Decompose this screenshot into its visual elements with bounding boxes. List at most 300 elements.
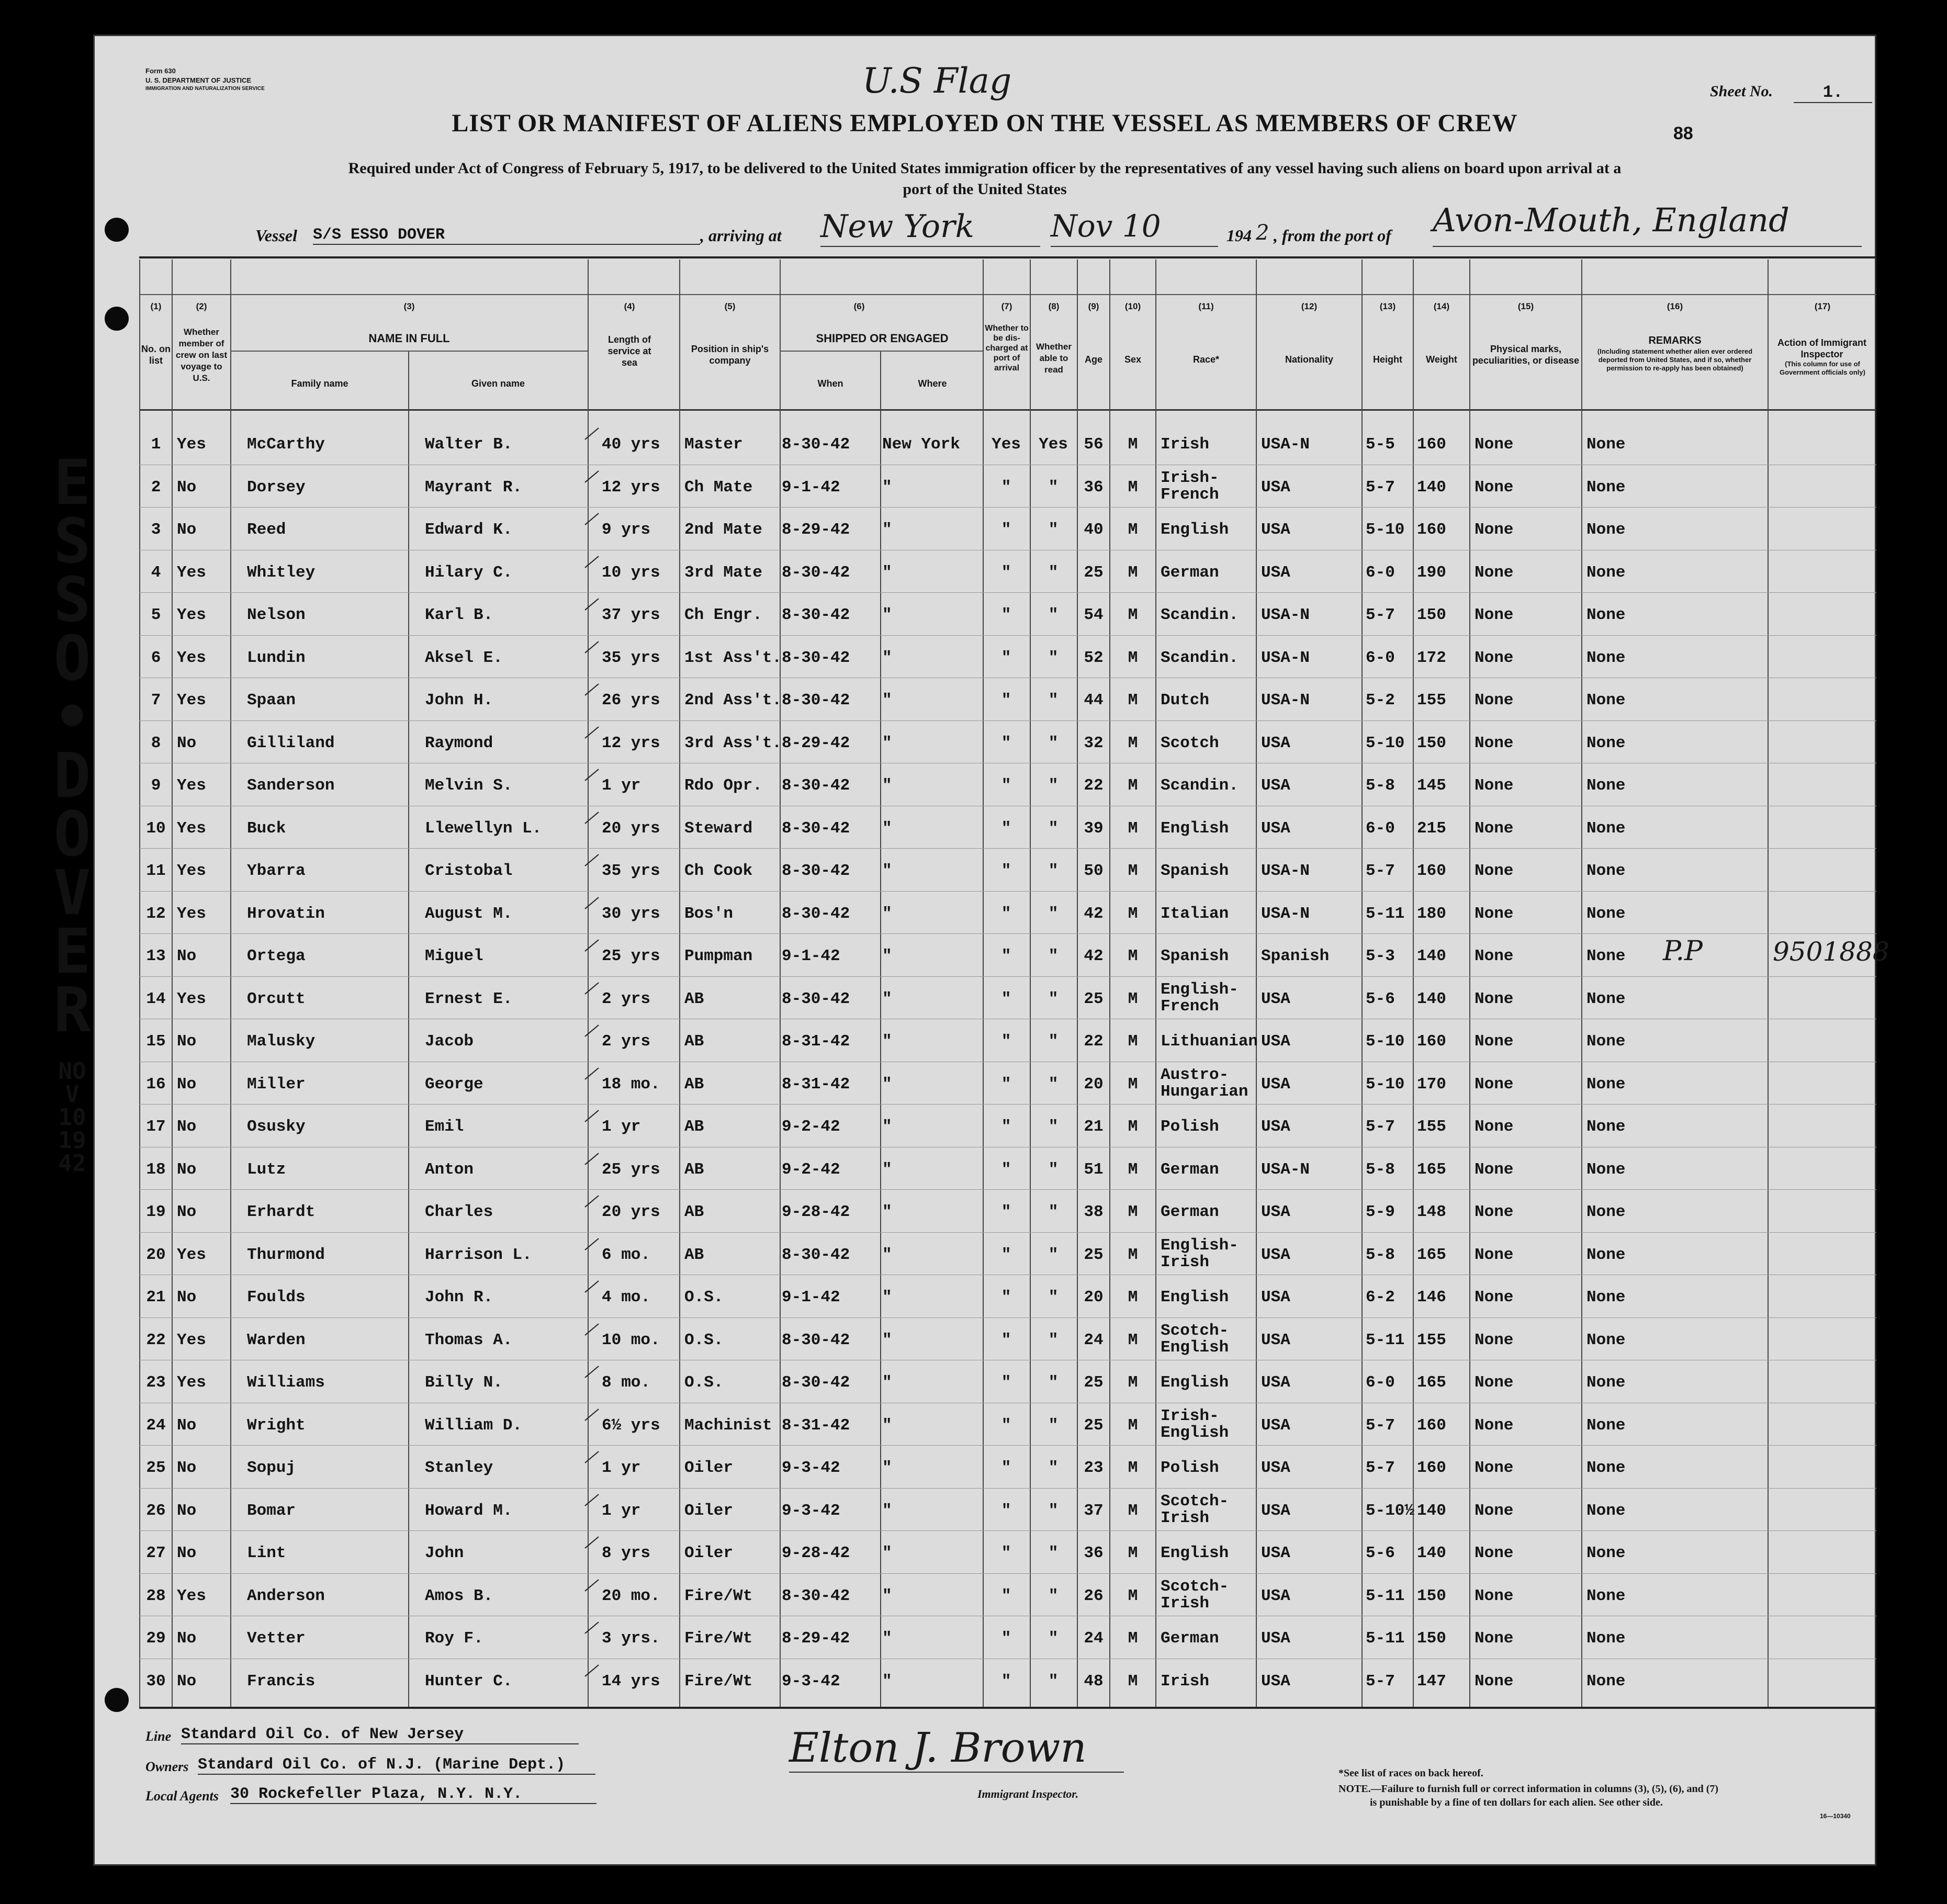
cell-length: 18 mo. [602,1075,660,1094]
cell-discharged: " [1001,1331,1011,1349]
cell-length: 40 yrs [602,435,660,454]
cell-family: Hrovatin [247,905,325,923]
check-mark [584,769,599,781]
cell-weight: 145 [1417,776,1446,795]
cell-member: Yes [177,435,206,454]
cell-sex: M [1128,649,1138,667]
cell-physical: None [1475,1203,1514,1221]
check-mark [584,1195,599,1207]
cell-no: 2 [151,478,161,497]
cell-member: Yes [177,1587,206,1605]
cell-race: Scotch-English [1161,1322,1229,1357]
cell-race: English [1161,819,1229,838]
cell-weight: 140 [1417,478,1446,497]
cell-given: Karl B. [425,606,493,624]
cell-remarks: None [1586,649,1626,667]
cell-member: No [177,1075,197,1094]
cell-where: New York [882,435,960,454]
cell-family: Francis [247,1672,316,1691]
table-row [93,678,1876,720]
check-mark [584,982,599,994]
cell-nationality: USA-N [1261,435,1310,454]
subtitle-line-2: port of the United States [903,181,1067,198]
cell-given: Cristobal [425,862,513,880]
cell-discharged: " [1001,1246,1011,1264]
table-row [93,933,1889,976]
cell-age: 36 [1084,1544,1104,1562]
cell-height: 5-11 [1366,1587,1405,1605]
header-race: Race* [1192,354,1220,365]
cell-given: Hilary C. [425,564,513,582]
cell-when: 8-30-42 [782,905,850,923]
cell-read: " [1048,521,1059,539]
check-mark [584,812,599,824]
cell-nationality: USA [1261,1032,1290,1051]
cell-discharged: " [1001,990,1011,1008]
cell-height: 5-7 [1366,1672,1395,1691]
cell-nationality: USA [1261,1118,1290,1136]
cell-age: 25 [1084,1246,1104,1264]
cell-member: No [177,1203,197,1221]
check-mark [584,1664,599,1676]
cell-weight: 160 [1417,862,1446,880]
cell-nationality: USA [1261,1502,1290,1520]
cell-where: " [882,1032,892,1051]
print-code: 16—10340 [1820,1812,1851,1820]
cell-no: 12 [146,905,166,923]
header-discharged: Whether to be dis-charged at port of arrival [985,324,1029,373]
cell-age: 56 [1084,435,1104,454]
owners-label: Owners [145,1759,189,1774]
cell-when: 8-30-42 [782,564,850,582]
cell-remarks: None [1586,1161,1626,1179]
cell-weight: 147 [1417,1672,1446,1691]
cell-sex: M [1128,734,1138,752]
cell-member: Yes [177,1331,206,1349]
cell-height: 5-10 [1366,1075,1405,1094]
cell-remarks: None [1586,1544,1626,1562]
cell-nationality: USA-N [1261,905,1310,923]
page-mark: 88 [1673,123,1693,143]
header-when: When [817,378,843,389]
form-subtitle [114,158,1855,200]
cell-position: AB [684,1161,704,1179]
cell-age: 25 [1084,1416,1104,1435]
cell-age: 52 [1084,649,1104,667]
cell-remarks: None [1586,1203,1626,1221]
check-mark [584,1238,599,1250]
cell-sex: M [1128,990,1138,1008]
cell-weight: 160 [1417,435,1446,454]
cell-discharged: " [1001,734,1011,752]
cell-where: " [882,819,892,838]
cell-race: Scotch [1161,734,1219,752]
cell-height: 5-10½ [1366,1502,1415,1520]
cell-position: 2nd Ass't. [684,691,782,709]
cell-physical: None [1475,862,1514,880]
cell-sex: M [1128,1544,1138,1562]
cell-sex: M [1128,1118,1138,1136]
check-mark [584,470,599,482]
cell-nationality: USA [1261,564,1290,582]
cell-read: " [1048,1203,1059,1221]
cell-weight: 155 [1417,1118,1446,1136]
table-row [93,1147,1876,1190]
cell-where: " [882,606,892,624]
table-top-rule [139,256,1876,258]
department: U. S. DEPARTMENT OF JUSTICE [145,76,251,84]
header-where: Where [918,378,947,389]
cell-no: 27 [146,1544,166,1562]
cell-weight: 190 [1417,564,1446,582]
cell-given: Amos B. [425,1587,493,1605]
cell-when: 8-29-42 [782,521,850,539]
cell-weight: 160 [1417,1459,1446,1477]
cell-position: Oiler [684,1544,734,1562]
cell-length: 1 yr [602,1459,641,1477]
table-row [93,1275,1876,1317]
cell-family: Sanderson [247,776,335,795]
cell-member: Yes [177,691,206,709]
cell-no: 24 [146,1416,166,1435]
cell-nationality: USA [1261,1629,1290,1648]
cell-remarks: None [1586,1587,1626,1605]
cell-age: 23 [1084,1459,1104,1477]
cell-family: Whitley [247,564,316,582]
cell-weight: 146 [1417,1288,1446,1306]
cell-given: Anton [425,1161,474,1179]
check-mark [584,939,599,951]
cell-sex: M [1128,1246,1138,1264]
check-mark [584,598,599,610]
cell-no: 14 [146,990,166,1008]
cell-when: 8-30-42 [782,862,850,880]
cell-member: Yes [177,606,206,624]
check-mark [584,556,599,568]
form-title: LIST OR MANIFEST OF ALIENS EMPLOYED ON THE VESSEL AS MEMBERS OF CREW [452,109,1518,137]
cell-position: Oiler [684,1459,734,1477]
cell-family: Reed [247,521,286,539]
cell-family: Buck [247,819,286,838]
cell-member: No [177,478,197,497]
cell-position: Fire/Wt [684,1672,753,1691]
cell-remarks: None [1586,1416,1626,1435]
cell-race: Austro-Hungarian [1161,1066,1248,1101]
cell-discharged: " [1001,1672,1011,1691]
cell-when: 8-29-42 [782,734,850,752]
cell-length: 8 yrs [602,1544,651,1562]
cell-discharged: " [1001,947,1011,965]
column-number: (10) [1124,301,1141,311]
table-row [93,1573,1876,1616]
check-mark [584,1323,599,1335]
cell-age: 42 [1084,905,1104,923]
cell-no: 9 [151,776,161,795]
table-row [93,1659,1876,1702]
header-shipped-or-engaged: SHIPPED OR ENGAGED [816,332,949,345]
cell-family: Lutz [247,1161,286,1179]
cell-read: " [1048,1075,1059,1094]
cell-given: August M. [425,905,513,923]
header-able-to-read: Whether able to read [1036,342,1072,375]
cell-physical: None [1475,990,1514,1008]
cell-read: " [1048,649,1059,667]
cell-height: 5-8 [1366,1246,1395,1264]
cell-race: English [1161,521,1229,539]
cell-discharged: " [1001,691,1011,709]
cell-weight: 215 [1417,819,1446,838]
cell-race: German [1161,564,1219,582]
cell-physical: None [1475,1459,1514,1477]
cell-age: 48 [1084,1672,1104,1691]
cell-family: Williams [247,1373,325,1392]
cell-remarks: None [1586,1331,1626,1349]
cell-nationality: USA [1261,1672,1290,1691]
cell-given: Walter B. [425,435,513,454]
table-row [93,1488,1876,1531]
cell-family: Thurmond [247,1246,325,1264]
cell-physical: None [1475,521,1514,539]
cell-nationality: USA [1261,1416,1290,1435]
column-number: (3) [403,301,415,311]
group-subheader-rule [780,351,983,352]
header-given-name: Given name [471,378,525,389]
arrival-port: New York [820,208,1040,247]
header-sex: Sex [1124,354,1142,365]
cell-position: O.S. [684,1331,724,1349]
service: IMMIGRATION AND NATURALIZATION SERVICE [145,86,265,92]
cell-position: AB [684,1075,704,1094]
cell-sex: M [1128,1288,1138,1306]
cell-no: 20 [146,1246,166,1264]
handwritten-flag: U.S Flag [862,61,1012,101]
cell-when: 9-2-42 [782,1118,840,1136]
cell-length: 20 yrs [602,1203,660,1221]
cell-age: 22 [1084,776,1104,795]
line-label: Line [145,1729,172,1744]
cell-remarks: None [1586,435,1626,454]
cell-when: 9-28-42 [782,1203,850,1221]
cell-where: " [882,734,892,752]
cell-when: 8-30-42 [782,819,850,838]
form-number: Form 630 [145,67,176,75]
cell-nationality: USA [1261,478,1290,497]
cell-where: " [882,1502,892,1520]
cell-given: Melvin S. [425,776,513,795]
column-number: (12) [1301,301,1318,311]
cell-remarks: None [1586,606,1626,624]
cell-no: 26 [146,1502,166,1520]
cell-race: German [1161,1629,1219,1648]
cell-race: Scandin. [1161,776,1239,795]
cell-physical: None [1475,1331,1514,1349]
table-row [93,806,1876,849]
check-mark [584,1366,599,1378]
cell-discharged: " [1001,862,1011,880]
cell-when: 8-30-42 [782,1373,850,1392]
cell-height: 6-0 [1366,649,1395,667]
cell-length: 9 yrs [602,521,651,539]
cell-read: " [1048,606,1059,624]
cell-length: 4 mo. [602,1288,651,1306]
cell-discharged: " [1001,1459,1011,1477]
cell-length: 12 yrs [602,478,660,497]
cell-weight: 140 [1417,1544,1446,1562]
table-row [93,720,1876,763]
cell-family: Ortega [247,947,306,965]
header-action: Action of Immigrant Inspector [1777,337,1866,359]
cell-given: William D. [425,1416,523,1435]
table-row [93,422,1876,465]
cell-no: 21 [146,1288,166,1306]
cell-family: Warden [247,1331,306,1349]
cell-no: 4 [151,564,161,582]
cell-where: " [882,1587,892,1605]
cell-discharged: " [1001,819,1011,838]
cell-position: Bos'n [684,905,734,923]
table-row [93,848,1876,891]
column-number: (1) [150,301,162,311]
cell-when: 8-30-42 [782,776,850,795]
cell-given: Howard M. [425,1502,513,1520]
column-number: (6) [853,301,865,311]
cell-when: 8-30-42 [782,606,850,624]
cell-position: Ch Mate [684,478,753,497]
cell-physical: None [1475,1544,1514,1562]
cell-family: Bomar [247,1502,296,1520]
cell-height: 5-10 [1366,734,1405,752]
cell-weight: 160 [1417,521,1446,539]
cell-family: Malusky [247,1032,316,1051]
cell-height: 5-11 [1366,1331,1405,1349]
sheet-label: Sheet No. [1710,83,1773,100]
inspector-signature: Elton J. Brown [789,1725,1124,1773]
cell-height: 5-6 [1366,1544,1395,1562]
check-mark [584,726,599,738]
cell-read: " [1048,1032,1059,1051]
cell-discharged: " [1001,1629,1011,1648]
cell-age: 54 [1084,606,1104,624]
column-number: (15) [1517,301,1534,311]
column-number: (14) [1433,301,1450,311]
note-line-2: is punishable by a fine of ten dollars for each alien. See other side. [1370,1797,1663,1808]
cell-no: 18 [146,1161,166,1179]
cell-height: 6-2 [1366,1288,1395,1306]
cell-sex: M [1128,1203,1138,1221]
cell-when: 9-3-42 [782,1672,840,1691]
cell-when: 8-29-42 [782,1629,850,1648]
cell-read: Yes [1039,435,1068,454]
cell-position: Fire/Wt [684,1587,753,1605]
cell-remarks: None [1586,776,1626,795]
date-stamp: NOV 10 1942 [58,1058,86,1177]
cell-given: Raymond [425,734,493,752]
cell-where: " [882,1288,892,1306]
cell-member: No [177,1672,197,1691]
cell-read: " [1048,1629,1059,1648]
check-mark [584,897,599,909]
cell-weight: 150 [1417,1587,1446,1605]
column-number: (5) [724,301,736,311]
check-mark [584,1451,599,1463]
cell-given: Miguel [425,947,483,965]
cell-physical: None [1475,1288,1514,1306]
cell-race: Scotch-Irish [1161,1492,1229,1527]
cell-weight: 165 [1417,1161,1446,1179]
cell-family: Spaan [247,691,296,709]
cell-physical: None [1475,1416,1514,1435]
cell-family: Lint [247,1544,286,1562]
cell-length: 1 yr [602,1502,641,1520]
cell-length: 6½ yrs [602,1416,660,1435]
column-number: (8) [1048,301,1060,311]
cell-weight: 155 [1417,691,1446,709]
cell-member: Yes [177,649,206,667]
table-row [93,1232,1876,1275]
cell-sex: M [1128,819,1138,838]
cell-when: 8-31-42 [782,1416,850,1435]
header-remarks: REMARKS [1648,335,1702,346]
cell-family: Orcutt [247,990,306,1008]
cell-position: Rdo Opr. [684,776,762,795]
table-row [93,1445,1876,1488]
cell-weight: 140 [1417,947,1446,965]
cell-member: Yes [177,776,206,795]
column-number: (2) [196,301,207,311]
header-physical-marks: Physical marks, peculiarities, or disease [1472,344,1580,366]
cell-read: " [1048,1459,1059,1477]
cell-where: " [882,1459,892,1477]
header-rule [139,294,1876,295]
cell-age: 20 [1084,1288,1104,1306]
cell-discharged: " [1001,1544,1011,1562]
cell-read: " [1048,478,1059,497]
cell-length: 20 mo. [602,1587,660,1605]
cell-physical: None [1475,1161,1514,1179]
cell-race: Dutch [1161,691,1210,709]
cell-remarks: None [1586,1032,1626,1051]
cell-nationality: USA [1261,1373,1290,1392]
sheet-number: 1. [1794,83,1872,103]
cell-length: 14 yrs [602,1672,660,1691]
column-number: (17) [1814,301,1831,311]
cell-no: 29 [146,1629,166,1648]
table-row [93,1403,1876,1446]
cell-race: Spanish [1161,862,1229,880]
cell-length: 2 yrs [602,1032,651,1051]
from-label: , from the port of [1274,226,1391,245]
cell-height: 5-11 [1366,905,1405,923]
cell-where: " [882,1331,892,1349]
cell-weight: 148 [1417,1203,1446,1221]
cell-read: " [1048,862,1059,880]
cell-race: Irish-French [1161,469,1219,504]
cell-position: Steward [684,819,753,838]
cell-read: " [1048,1502,1059,1520]
cell-position: AB [684,1203,704,1221]
cell-no: 22 [146,1331,166,1349]
cell-length: 20 yrs [602,819,660,838]
cell-position: AB [684,1032,704,1051]
header-height: Height [1373,354,1402,365]
cell-weight: 165 [1417,1246,1446,1264]
cell-discharged: " [1001,1075,1011,1094]
cell-height: 5-10 [1366,521,1405,539]
table-row [93,1317,1876,1360]
cell-physical: None [1475,776,1514,795]
cell-no: 5 [151,606,161,624]
cell-family: McCarthy [247,435,325,454]
